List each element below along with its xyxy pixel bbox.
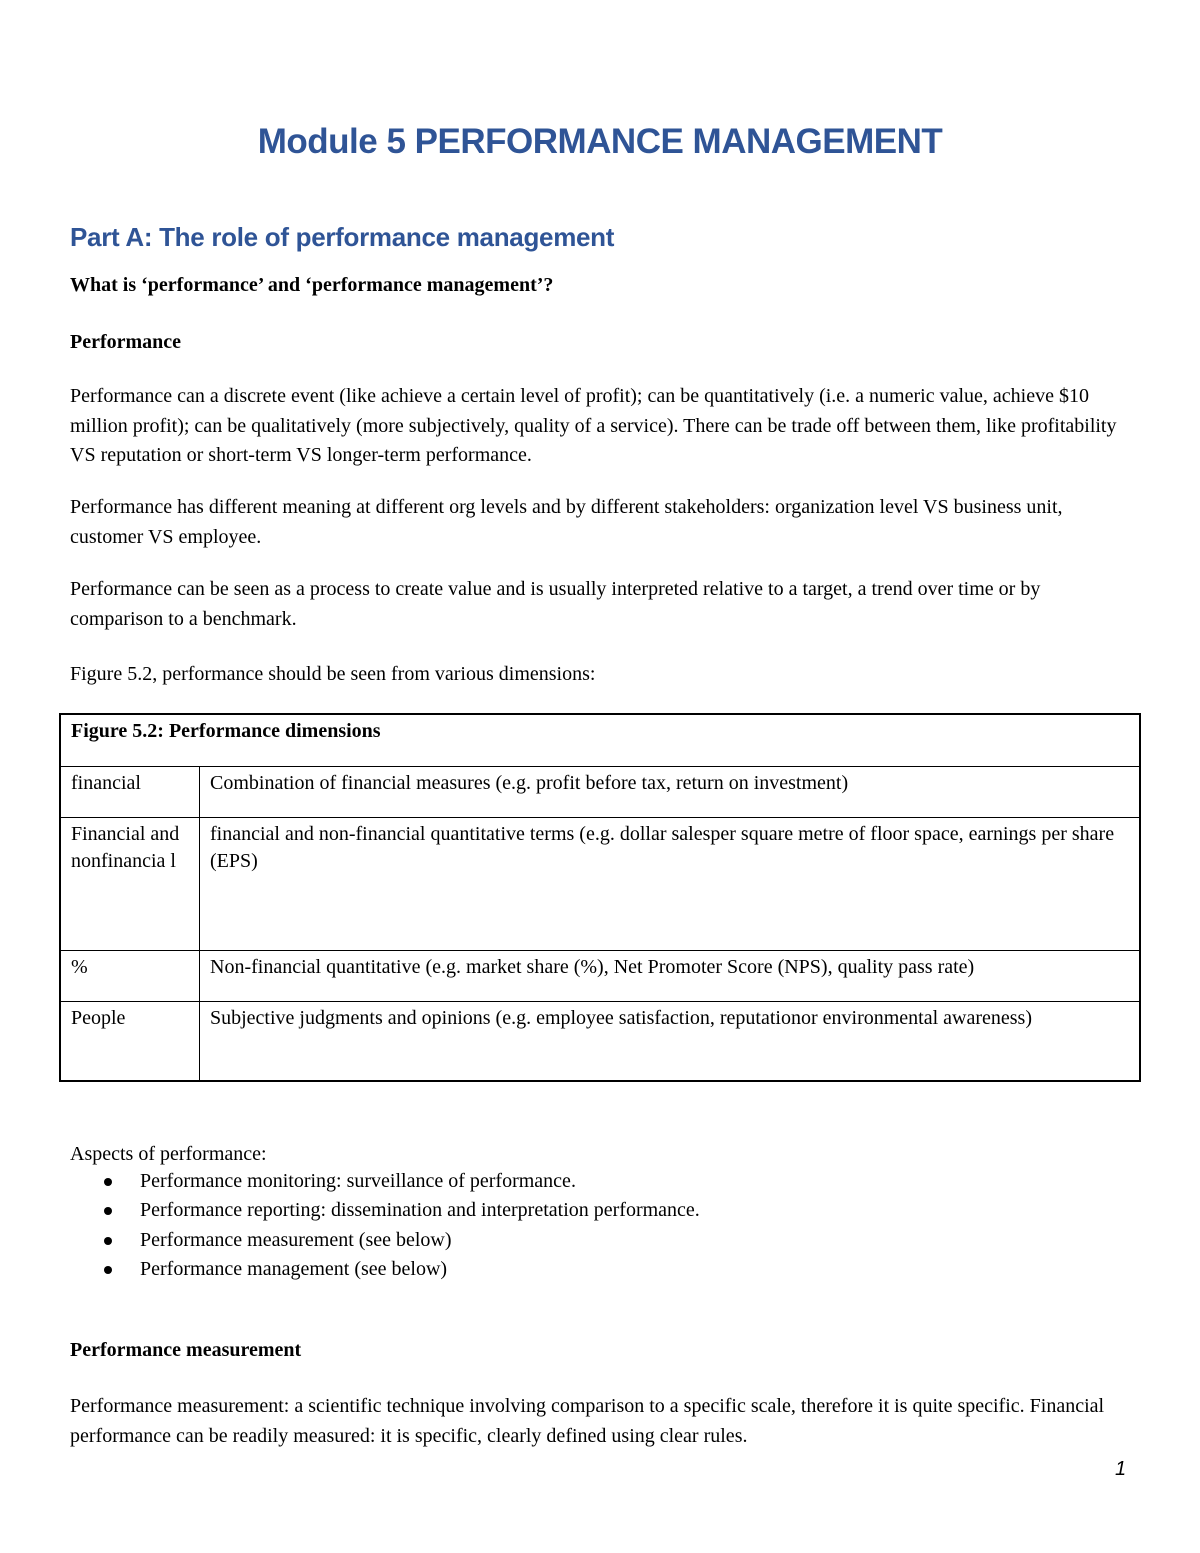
measurement-heading: Performance measurement	[70, 1339, 302, 1361]
row-description: financial and non-financial quantitative terms (e.g. dollar salesper square metre of floor space, earnings per share (EPS)	[200, 817, 1141, 950]
row-description: Combination of financial measures (e.g. profit before tax, return on investment)	[200, 766, 1141, 817]
row-label-text: Financial and nonfinancia l	[71, 822, 180, 872]
list-item	[70, 1226, 700, 1255]
list-item	[70, 1167, 700, 1196]
document-title: Module 5 PERFORMANCE MANAGEMENT	[257, 122, 943, 161]
table-caption-row	[60, 714, 1140, 766]
paragraph-3: Performance can be seen as a process to create value and is usually interpreted relative to a target, a trend over time or by comparison to a benchmark.	[70, 578, 1041, 630]
list-item-text: Performance monitoring: surveillance of performance.	[140, 1170, 576, 1192]
performance-heading: Performance	[70, 331, 182, 353]
list-item	[70, 1255, 700, 1284]
bullet-icon	[104, 1207, 112, 1215]
list-item	[70, 1196, 700, 1225]
table-caption: Figure 5.2: Performance dimensions	[60, 714, 1140, 766]
measurement-paragraph: Performance measurement: a scientific technique involving comparison to a specific scale, therefore it is quite specific. Financial performance can be readily measured: it is specific, clearly defined using clear rules.	[70, 1395, 1105, 1447]
row-label: People	[60, 1001, 200, 1081]
aspects-list	[70, 1167, 700, 1284]
performance-dimensions-table	[59, 713, 1141, 1082]
question-heading: What is ‘performance’ and ‘performance management’?	[70, 274, 554, 296]
paragraph-2: Performance has different meaning at different org levels and by different stakeholders: organization level VS business unit, customer VS employee.	[70, 496, 1063, 548]
bullet-icon	[104, 1266, 112, 1274]
list-item-text: Performance measurement (see below)	[140, 1228, 452, 1251]
bullet-icon	[104, 1178, 112, 1186]
row-label: %	[60, 950, 200, 1001]
list-item-text: Performance management (see below)	[140, 1257, 448, 1280]
bullet-icon	[104, 1237, 112, 1245]
table-row	[60, 950, 1140, 1001]
row-description: Non-financial quantitative (e.g. market share (%), Net Promoter Score (NPS), quality pass rate)	[200, 950, 1141, 1001]
part-a-heading: Part A: The role of performance management	[70, 222, 615, 252]
table-row	[60, 817, 1140, 950]
row-description: Subjective judgments and opinions (e.g. employee satisfaction, reputationor environmental awareness)	[200, 1001, 1141, 1081]
row-label	[60, 817, 200, 950]
paragraph-4: Figure 5.2, performance should be seen from various dimensions:	[70, 663, 596, 685]
aspects-intro: Aspects of performance:	[70, 1143, 267, 1165]
list-item-text: Performance reporting: dissemination and interpretation performance.	[140, 1199, 700, 1222]
table-row	[60, 1001, 1140, 1081]
row-label: financial	[60, 766, 200, 817]
table-row	[60, 766, 1140, 817]
paragraph-1: Performance can a discrete event (like achieve a certain level of profit); can be quantitatively (i.e. a numeric value, achieve $10 million profit); can be qualitatively (more subjectively, quality of a service). There can be trade off between them, like profitability VS reputation or short-term VS longer-term performance.	[70, 385, 1117, 466]
page-number: 1	[1115, 1458, 1127, 1480]
